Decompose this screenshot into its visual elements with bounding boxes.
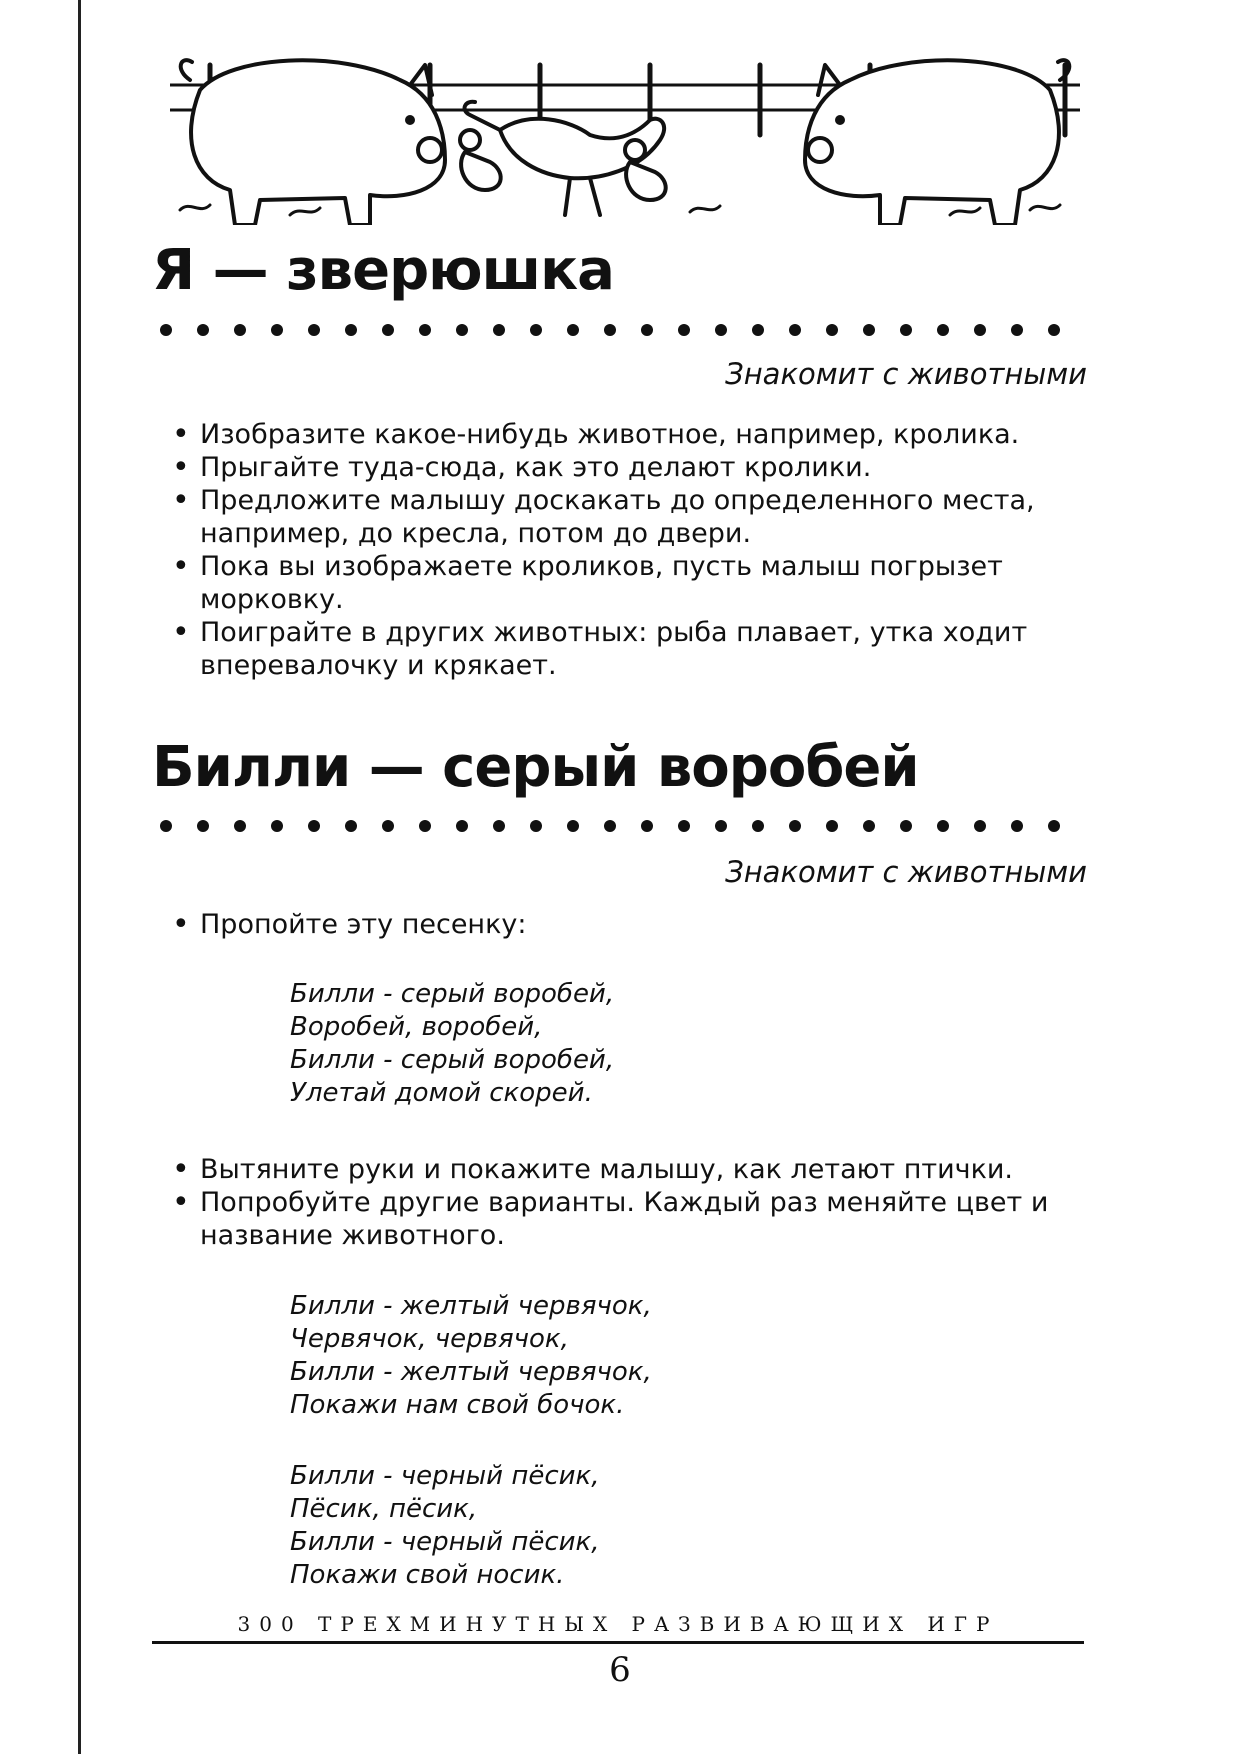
verse-line: Червячок, червячок, (290, 1324, 569, 1354)
section2-tagline: Знакомит с животными (725, 855, 1087, 889)
list-item: • Поиграйте в других животных: рыба плавает, утка ходит вперевалочку и крякает. (170, 616, 1090, 682)
verse-line: Воробей, воробей, (290, 1012, 543, 1042)
verse-line: Билли - черный пёсик, (290, 1527, 600, 1557)
verse-line: Билли - черный пёсик, (290, 1461, 600, 1491)
verse-line: Билли - серый воробей, (290, 1045, 615, 1075)
duckling-left-icon (460, 130, 501, 190)
section1-bullet-list (170, 418, 1090, 682)
section1-title: Я — зверюшка (152, 238, 614, 303)
list-item: • Пропойте эту песенку: (170, 908, 1090, 941)
section1-tagline: Знакомит с животными (725, 357, 1087, 391)
section1-dot-divider (158, 322, 1088, 338)
verse-3 (290, 1460, 600, 1592)
duckling-right-icon (625, 140, 666, 200)
verse-line: Билли - серый воробей, (290, 979, 615, 1009)
verse-line: Билли - желтый червячок, (290, 1357, 652, 1387)
list-item: • Вытяните руки и покажите малышу, как летают птички. (170, 1153, 1090, 1186)
footer-divider (152, 1641, 1084, 1644)
page-number: 6 (609, 1650, 631, 1690)
verse-2 (290, 1290, 652, 1422)
farm-animals-illustration (170, 40, 1080, 225)
left-pig-icon (181, 60, 445, 225)
verse-line: Покажи нам свой бочок. (290, 1390, 625, 1420)
list-item: • Предложите малышу доскакать до определенного места, например, до кресла, потом до двери. (170, 484, 1090, 550)
section2-title: Билли — серый воробей (152, 735, 919, 800)
verse-line: Покажи свой носик. (290, 1560, 565, 1590)
section2-intro-list (170, 908, 1090, 941)
list-item: • Прыгайте туда-сюда, как это делают кролики. (170, 451, 1090, 484)
verse-1 (290, 978, 614, 1110)
list-item: • Пока вы изображаете кроликов, пусть малыш погрызет морковку. (170, 550, 1090, 616)
section2-dot-divider (158, 818, 1088, 834)
verse-line: Билли - желтый червячок, (290, 1291, 652, 1321)
running-footer-book-title: 300 ТРЕХМИНУТНЫХ РАЗВИВАЮЩИХ ИГР (237, 1612, 999, 1636)
verse-line: Улетай домой скорей. (290, 1078, 593, 1108)
section2-bullet-list (170, 1153, 1090, 1252)
list-item: • Изобразите какое-нибудь животное, например, кролика. (170, 418, 1090, 451)
list-item: • Попробуйте другие варианты. Каждый раз меняйте цвет и название животного. (170, 1186, 1090, 1252)
right-pig-icon (805, 60, 1069, 225)
page-binding-line (78, 0, 81, 1754)
verse-line: Пёсик, пёсик, (290, 1494, 478, 1524)
